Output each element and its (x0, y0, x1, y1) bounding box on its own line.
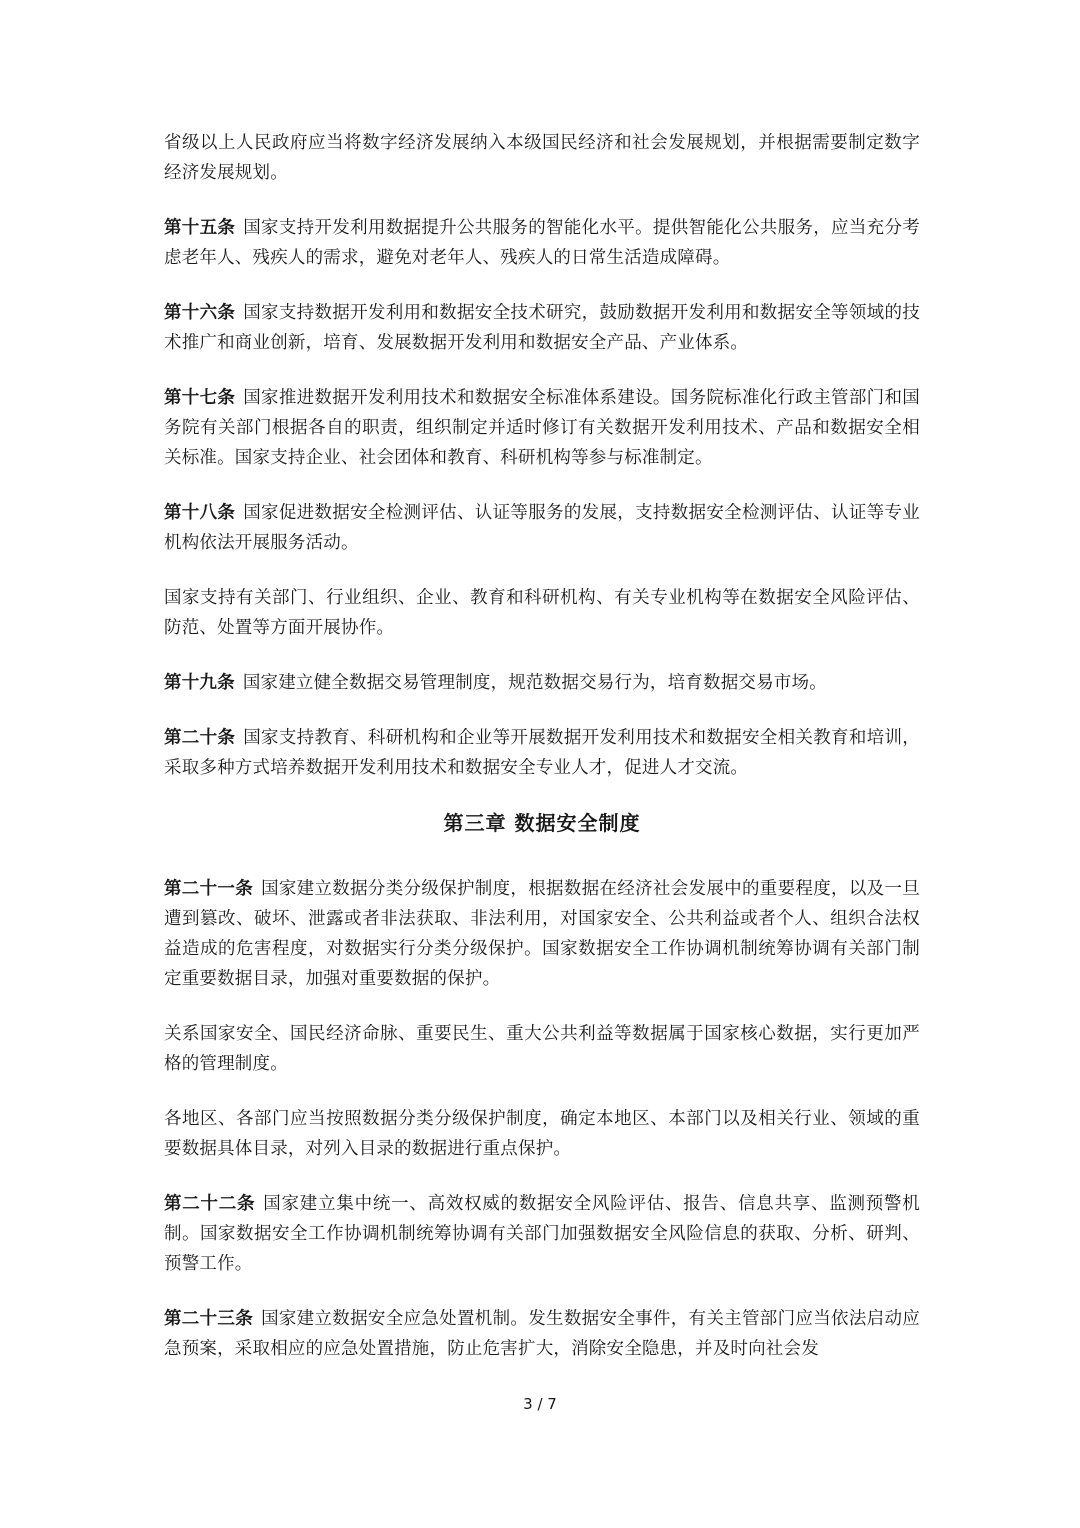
article-paragraph (164, 723, 920, 783)
chapter-title: 第三章 数据安全制度 (443, 811, 641, 835)
article-number: 第十五条 (164, 218, 236, 238)
article-paragraph (164, 213, 920, 273)
article-number: 第十六条 (164, 303, 236, 323)
article-text: 国家支持教育、科研机构和企业等开展数据开发利用技术和数据安全相关教育和培训，采取多种方式培养数据开发利用技术和数据安全专业人才，促进人才交流。 (164, 728, 920, 778)
article-number: 第二十二条 (164, 1194, 256, 1214)
article-number: 第二十条 (164, 728, 236, 748)
article-number: 第十八条 (164, 503, 236, 523)
article-number: 第十七条 (164, 388, 236, 408)
article-paragraph (164, 1189, 920, 1279)
section-after-chapter (164, 874, 920, 1364)
article-text: 国家支持数据开发利用和数据安全技术研究，鼓励数据开发利用和数据安全等领域的技术推广和商业创新，培育、发展数据开发利用和数据安全产品、产业体系。 (164, 303, 920, 353)
article-text: 关系国家安全、国民经济命脉、重要民生、重大公共利益等数据属于国家核心数据，实行更加严格的管理制度。 (164, 1024, 920, 1074)
document-page (164, 128, 920, 1389)
article-text: 国家建立健全数据交易管理制度，规范数据交易行为，培育数据交易市场。 (242, 673, 827, 693)
article-number: 第二十三条 (164, 1309, 254, 1329)
article-text: 国家支持开发利用数据提升公共服务的智能化水平。提供智能化公共服务，应当充分考虑老年人、残疾人的需求，避免对老年人、残疾人的日常生活造成障碍。 (164, 218, 920, 268)
article-paragraph (164, 874, 920, 994)
article-paragraph (164, 583, 920, 643)
section-before-chapter (164, 128, 920, 783)
article-paragraph (164, 1019, 920, 1079)
article-text: 省级以上人民政府应当将数字经济发展纳入本级国民经济和社会发展规划，并根据需要制定数字经济发展规划。 (164, 133, 920, 183)
article-paragraph (164, 1104, 920, 1164)
article-paragraph (164, 668, 920, 698)
article-text: 国家建立数据安全应急处置机制。发生数据安全事件，有关主管部门应当依法启动应急预案，采取相应的应急处置措施，防止危害扩大，消除安全隐患，并及时向社会发 (164, 1309, 920, 1359)
article-text: 国家建立集中统一、高效权威的数据安全风险评估、报告、信息共享、监测预警机制。国家数据安全工作协调机制统筹协调有关部门加强数据安全风险信息的获取、分析、研判、预警工作。 (164, 1194, 921, 1274)
article-text: 国家推进数据开发利用技术和数据安全标准体系建设。国务院标准化行政主管部门和国务院有关部门根据各自的职责，组织制定并适时修订有关数据开发利用技术、产品和数据安全相关标准。国家支持企业、社会团体和教育、科研机构等参与标准制定。 (164, 388, 920, 468)
article-text: 国家支持有关部门、行业组织、企业、教育和科研机构、有关专业机构等在数据安全风险评估、防范、处置等方面开展协作。 (164, 588, 920, 638)
article-text: 国家促进数据安全检测评估、认证等服务的发展，支持数据安全检测评估、认证等专业机构依法开展服务活动。 (164, 503, 920, 553)
article-text: 国家建立数据分类分级保护制度，根据数据在经济社会发展中的重要程度，以及一旦遭到篡改、破坏、泄露或者非法获取、非法利用，对国家安全、公共利益或者个人、组织合法权益造成的危害程度，对数据实行分类分级保护。国家数据安全工作协调机制统筹协调有关部门制定重要数据目录，加强对重要数据的保护。 (164, 879, 920, 989)
article-number: 第二十一条 (164, 879, 254, 899)
article-paragraph (164, 298, 920, 358)
article-paragraph (164, 128, 920, 188)
article-number: 第十九条 (164, 673, 235, 693)
page-number: 3 / 7 (523, 1395, 557, 1413)
article-paragraph (164, 498, 920, 558)
article-paragraph (164, 383, 920, 473)
article-text: 各地区、各部门应当按照数据分类分级保护制度，确定本地区、本部门以及相关行业、领域的重要数据具体目录，对列入目录的数据进行重点保护。 (164, 1109, 920, 1159)
article-paragraph (164, 1304, 920, 1364)
